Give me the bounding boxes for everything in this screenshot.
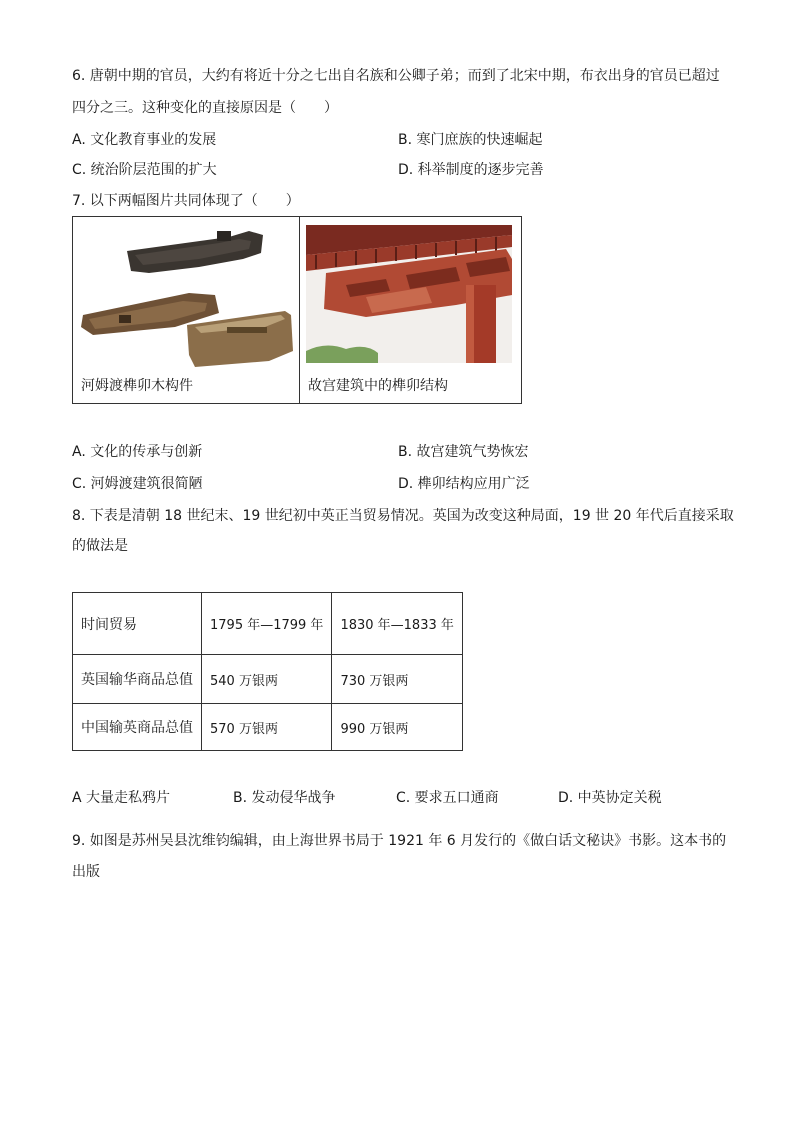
table-cell: 时间贸易 xyxy=(73,593,202,655)
q7-option-d: D. 榫卯结构应用广泛 xyxy=(398,476,530,492)
table-row xyxy=(73,704,463,751)
q6-option-c: C. 统治阶层范围的扩大 xyxy=(72,162,217,178)
q6-option-b: B. 寒门庶族的快速崛起 xyxy=(398,132,543,148)
q7-stem: 7. 以下两幅图片共同体现了（ ） xyxy=(72,193,300,209)
q8-option-c: C. 要求五口通商 xyxy=(396,790,499,806)
table-cell: 990 万银两 xyxy=(332,704,462,751)
table-cell: 730 万银两 xyxy=(332,655,462,704)
hemudu-wood-components-image xyxy=(79,223,293,367)
table-cell: 英国输华商品总值 xyxy=(73,655,202,704)
caption-hemudu: 河姆渡榫卯木构件 xyxy=(81,378,193,394)
q7-option-b: B. 故宫建筑气势恢宏 xyxy=(398,444,529,460)
q8-option-a: A 大量走私鸦片 xyxy=(72,790,171,806)
q8-option-b: B. 发动侵华战争 xyxy=(233,790,336,806)
table-cell: 1795 年—1799 年 xyxy=(202,593,332,655)
image-cell-forbidden-city xyxy=(300,217,521,403)
image-cell-hemudu xyxy=(73,217,300,403)
q9-stem-line1: 9. 如图是苏州吴县沈维钧编辑，由上海世界书局于 1921 年 6 月发行的《做白话文秘诀》书影。这本书的 xyxy=(72,833,727,849)
q6-stem-line2: 四分之三。这种变化的直接原因是（ ） xyxy=(72,100,338,116)
q8-option-d: D. 中英协定关税 xyxy=(558,790,662,806)
q6-option-d: D. 科举制度的逐步完善 xyxy=(398,162,544,178)
q9-stem-line2: 出版 xyxy=(72,864,100,880)
table-cell: 540 万银两 xyxy=(202,655,332,704)
table-cell: 中国输英商品总值 xyxy=(73,704,202,751)
q6-stem-line1: 6. 唐朝中期的官员，大约有将近十分之七出自名族和公卿子弟；而到了北宋中期，布衣出身的官员已超过 xyxy=(72,68,720,84)
trade-table xyxy=(72,592,463,751)
table-cell: 570 万银两 xyxy=(202,704,332,751)
q7-option-a: A. 文化的传承与创新 xyxy=(72,444,203,460)
q7-option-c: C. 河姆渡建筑很简陋 xyxy=(72,476,203,492)
table-header-row xyxy=(73,593,463,655)
table-row xyxy=(73,655,463,704)
q8-stem-line1: 8. 下表是清朝 18 世纪末、19 世纪初中英正当贸易情况。英国为改变这种局面，19 世 20 年代后直接采取 xyxy=(72,508,734,524)
forbidden-city-bracket-image xyxy=(306,225,512,363)
caption-forbidden-city: 故宫建筑中的榫卯结构 xyxy=(307,378,448,394)
q7-image-table xyxy=(72,216,522,404)
table-cell: 1830 年—1833 年 xyxy=(332,593,462,655)
q6-option-a: A. 文化教育事业的发展 xyxy=(72,132,217,148)
q8-stem-line2: 的做法是 xyxy=(72,538,128,554)
